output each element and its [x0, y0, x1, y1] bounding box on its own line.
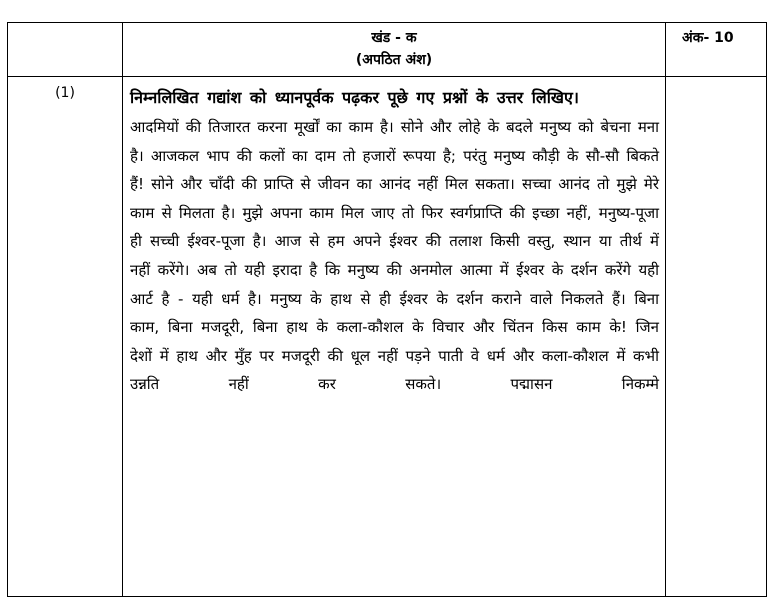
empty-number-cell — [8, 23, 123, 77]
question-table — [7, 22, 767, 597]
marks-label: अंक- 10 — [682, 30, 734, 46]
question-number: (1) — [55, 85, 75, 101]
unseen-passage: आदमियों की तिजारत करना मूर्खों का काम है। सोने और लोहे के बदले मनुष्य को बेचना मना है। आजकल भाप की कलों का दाम तो हजारों रूपया है; परंतु मनुष्य कौड़ी के सौ-सौ बिकते हैं! सोने और चाँदी की प्राप्ति से जीवन का आनंद नहीं मिल सकता। सच्चा आनंद तो मुझे मेरे काम से मिलता है। मुझे अपना काम मिल जाए तो फिर स्वर्गप्राप्ति की इच्छा नहीं, मनुष्य-पूजा ही सच्ची ईश्वर-पूजा है। आज से हम अपने ईश्वर की तलाश किसी वस्तु, स्थान या तीर्थ में नहीं करेंगे। अब तो यही इरादा है कि मनुष्य की अनमोल आत्मा में ईश्वर के दर्शन करेंगे यही आर्ट है - यही धर्म है। मनुष्य के हाथ से ही ईश्वर के दर्शन कराने वाले निकलते हैं। बिना काम, बिना मजदूरी, बिना हाथ के कला-कौशल के विचार और चिंतन किस काम के! जिन देशों में हाथ और मुँह पर मजदूरी की धूल नहीं पड़ने पाती वे धर्म और कला-कौशल में कभी उन्नति नहीं कर सकते। पद्मासन निकम्मे — [130, 118, 659, 394]
section-title: खंड - क — [371, 30, 417, 46]
header-row — [8, 23, 767, 77]
question-content-cell — [123, 77, 666, 597]
question-row — [8, 77, 767, 597]
question-instruction: निम्नलिखित गद्यांश को ध्यानपूर्वक पढ़कर पूछे गए प्रश्नों के उत्तर लिखिए। — [130, 88, 579, 107]
marks-cell — [666, 23, 767, 77]
section-subtitle: (अपठित अंश) — [355, 52, 433, 68]
question-marks-cell — [666, 77, 767, 597]
question-number-cell — [8, 77, 123, 597]
section-header-cell — [123, 23, 666, 77]
